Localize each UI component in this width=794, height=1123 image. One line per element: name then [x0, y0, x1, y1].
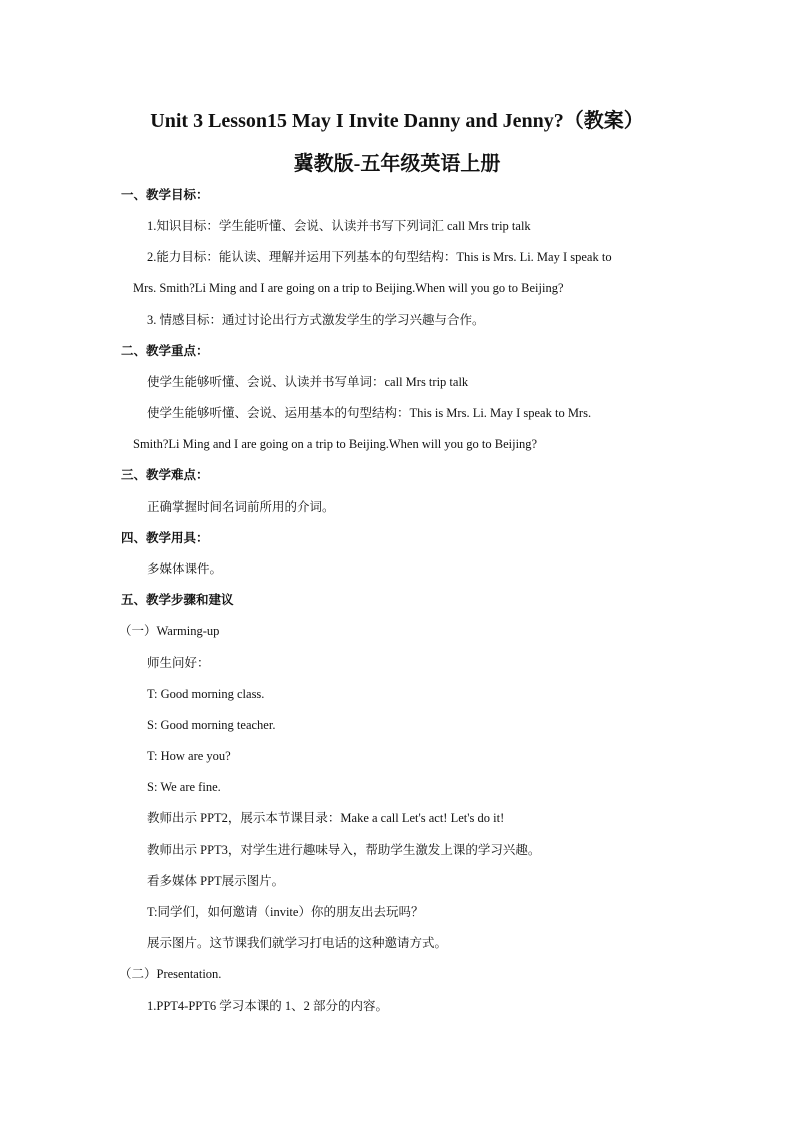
- dialogue-line: S: Good morning teacher.: [147, 718, 276, 732]
- section-heading: 一、教学目标：: [121, 188, 209, 202]
- paragraph-line: 2.能力目标：能认读、理解并运用下列基本的句型结构：This is Mrs. Li. May I speak to: [147, 250, 612, 264]
- paragraph-line: 教师出示 PPT2，展示本节课目录：Make a call Let's act! Let's do it!: [147, 811, 505, 825]
- section-heading: 三、教学难点：: [121, 468, 209, 482]
- paragraph-line: 多媒体课件。: [147, 562, 223, 576]
- paragraph-line: 师生问好：: [147, 656, 210, 670]
- section-heading: 二、教学重点：: [121, 344, 209, 358]
- dialogue-line: S: We are fine.: [147, 780, 221, 794]
- dialogue-line: T: How are you?: [147, 749, 231, 763]
- section-heading: 五、教学步骤和建议: [121, 593, 234, 607]
- subsection-heading: （二）Presentation.: [119, 967, 222, 981]
- document-title: Unit 3 Lesson15 May I Invite Danny and Jenny?（教案）: [150, 110, 644, 132]
- subsection-heading: （一）Warming-up: [119, 624, 220, 638]
- paragraph-line: T:同学们，如何邀请（invite）你的朋友出去玩吗？: [147, 905, 424, 919]
- paragraph-line: Smith?Li Ming and I are going on a trip to Beijing.When will you go to Beijing?: [133, 437, 538, 451]
- paragraph-line: 正确掌握时间名词前所用的介词。: [147, 500, 335, 514]
- paragraph-line: 3. 情感目标：通过讨论出行方式激发学生的学习兴趣与合作。: [147, 313, 485, 327]
- paragraph-line: 1.知识目标：学生能听懂、会说、认读并书写下列词汇 call Mrs trip talk: [147, 219, 531, 233]
- document-subtitle: 冀教版-五年级英语上册: [293, 153, 501, 175]
- section-heading: 四、教学用具：: [121, 531, 209, 545]
- paragraph-line: 教师出示 PPT3，对学生进行趣味导入，帮助学生激发上课的学习兴趣。: [147, 843, 541, 857]
- paragraph-line: 看多媒体 PPT展示图片。: [147, 874, 285, 888]
- paragraph-line: 使学生能够听懂、会说、认读并书写单词：call Mrs trip talk: [147, 375, 469, 389]
- paragraph-line: 展示图片。这节课我们就学习打电话的这种邀请方式。: [147, 936, 448, 950]
- paragraph-line: Mrs. Smith?Li Ming and I are going on a trip to Beijing.When will you go to Beijing?: [133, 281, 564, 295]
- paragraph-line: 1.PPT4-PPT6 学习本课的 1、2 部分的内容。: [147, 999, 388, 1013]
- paragraph-line: 使学生能够听懂、会说、运用基本的句型结构：This is Mrs. Li. May I speak to Mrs.: [147, 406, 592, 420]
- dialogue-line: T: Good morning class.: [147, 687, 265, 701]
